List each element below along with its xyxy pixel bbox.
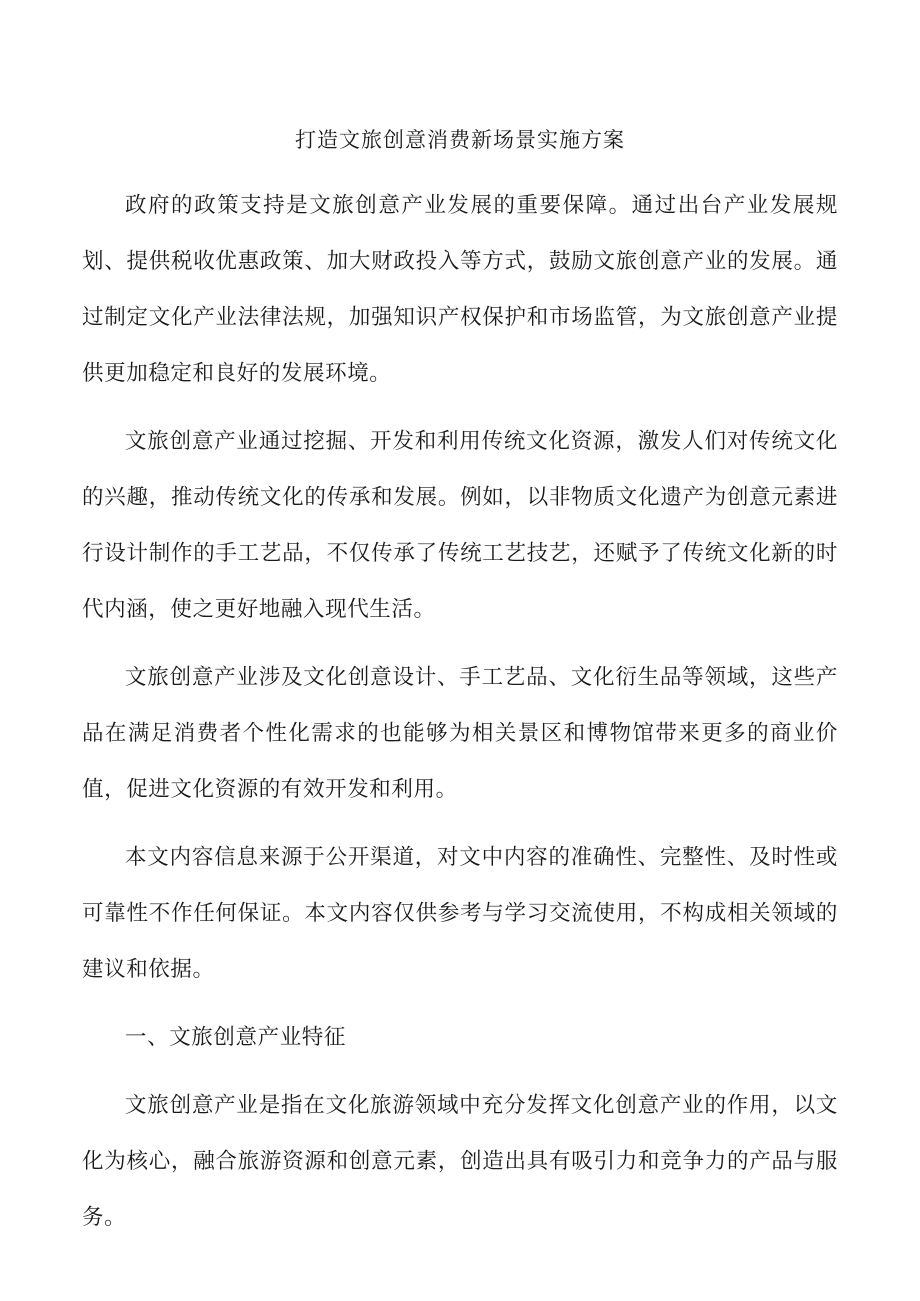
paragraph-policy-support: 政府的政策支持是文旅创意产业发展的重要保障。通过出台产业发展规划、提供税收优惠政策、加大财政投入等方式，鼓励文旅创意产业的发展。通过制定文化产业法律法规，加强知识产权保护和市场监管，为文旅创意产业提供更加稳定和良好的发展环境。: [82, 193, 838, 386]
document-body: [82, 178, 838, 1258]
paragraph-industry-definition: 文旅创意产业是指在文化旅游领域中充分发挥文化创意产业的作用，以文化为核心，融合旅游资源和创意元素，创造出具有吸引力和竞争力的产品与服务。: [82, 1093, 838, 1230]
paragraph-disclaimer: 本文内容信息来源于公开渠道，对文中内容的准确性、完整性、及时性或可靠性不作任何保证。本文内容仅供参考与学习交流使用，不构成相关领域的建议和依据。: [82, 845, 838, 982]
paragraph-traditional-culture: 文旅创意产业通过挖掘、开发和利用传统文化资源，激发人们对传统文化的兴趣，推动传统文化的传承和发展。例如，以非物质文化遗产为创意元素进行设计制作的手工艺品，不仅传承了传统工艺技艺，还赋予了传统文化新的时代内涵，使之更好地融入现代生活。: [82, 429, 838, 622]
paragraph-product-fields: 文旅创意产业涉及文化创意设计、手工艺品、文化衍生品等领域，这些产品在满足消费者个性化需求的也能够为相关景区和博物馆带来更多的商业价值，促进文化资源的有效开发和利用。: [82, 665, 838, 802]
document-title: 打造文旅创意消费新场景实施方案: [295, 128, 625, 152]
section-heading: 一、文旅创意产业特征: [125, 1025, 347, 1050]
